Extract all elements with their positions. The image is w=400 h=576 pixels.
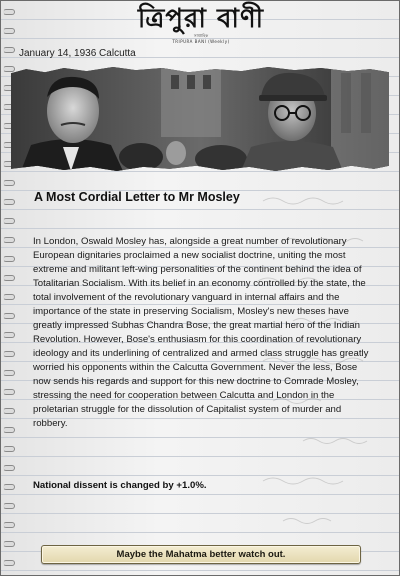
binder-ring [3, 180, 15, 186]
binder-ring [3, 503, 15, 509]
binder-ring [3, 408, 15, 414]
binder-ring [3, 446, 15, 452]
binder-ring [3, 427, 15, 433]
masthead-subtitle: সাপ্তাহিক [193, 33, 209, 38]
binder-ring [3, 522, 15, 528]
event-effect: National dissent is changed by +1.0%. [33, 480, 207, 491]
binder-ring [3, 28, 15, 34]
masthead-subtitle-latin: TRIPURA BANI (Weekly) [172, 39, 230, 44]
binder-ring [3, 294, 15, 300]
binder-ring [3, 389, 15, 395]
masthead-title: ত্রিপুরা বাণী [137, 4, 265, 34]
event-photo [11, 67, 389, 171]
binder-ring [3, 66, 15, 72]
binder-ring [3, 218, 15, 224]
binder-ring [3, 560, 15, 566]
event-description: In London, Oswald Mosley has, alongside a great number of revolutionary European dignitaries proclaimed a new socialist doctrine, uniting the most extreme and militant left-wing personalities of the continent behind the idea of Totalitarian Socialism. With its belief in an economy controlled by the state, the total involvement of the revolutionary vanguard in internal affairs and the importance of the state in preserving Socialism, Mosley's new theses have greatly impressed Subhas Chandra Bose, the great martial hero of the Indian Revolution. However, Bose's enthusiasm for this coordination of revolutionary ideology and its underlining of centralized and armed class struggle has greatly worried his opponents within the Calcutta Government. Never the less, Bose now sends his regards and support for this new doctrine to Comrade Mosley, stressing the need for cooperation between Calcutta and London in the proletarian struggle for the dissolution of Capitalist system of murder and robbery. [33, 236, 369, 429]
event-option-button[interactable]: Maybe the Mahatma better watch out. [41, 545, 361, 564]
binder-ring [3, 47, 15, 53]
event-title: A Most Cordial Letter to Mr Mosley [34, 190, 240, 204]
binder-ring [3, 370, 15, 376]
binder-ring [3, 237, 15, 243]
binder-ring [3, 351, 15, 357]
binder-ring [3, 199, 15, 205]
binder-ring [3, 9, 15, 15]
binder-ring [3, 541, 15, 547]
binder-ring [3, 465, 15, 471]
binder-ring [3, 313, 15, 319]
binder-ring [3, 256, 15, 262]
newspaper-masthead [121, 5, 281, 49]
binder-ring [3, 484, 15, 490]
event-dateline: January 14, 1936 Calcutta [19, 48, 136, 59]
binder-ring [3, 275, 15, 281]
binder-ring [3, 332, 15, 338]
